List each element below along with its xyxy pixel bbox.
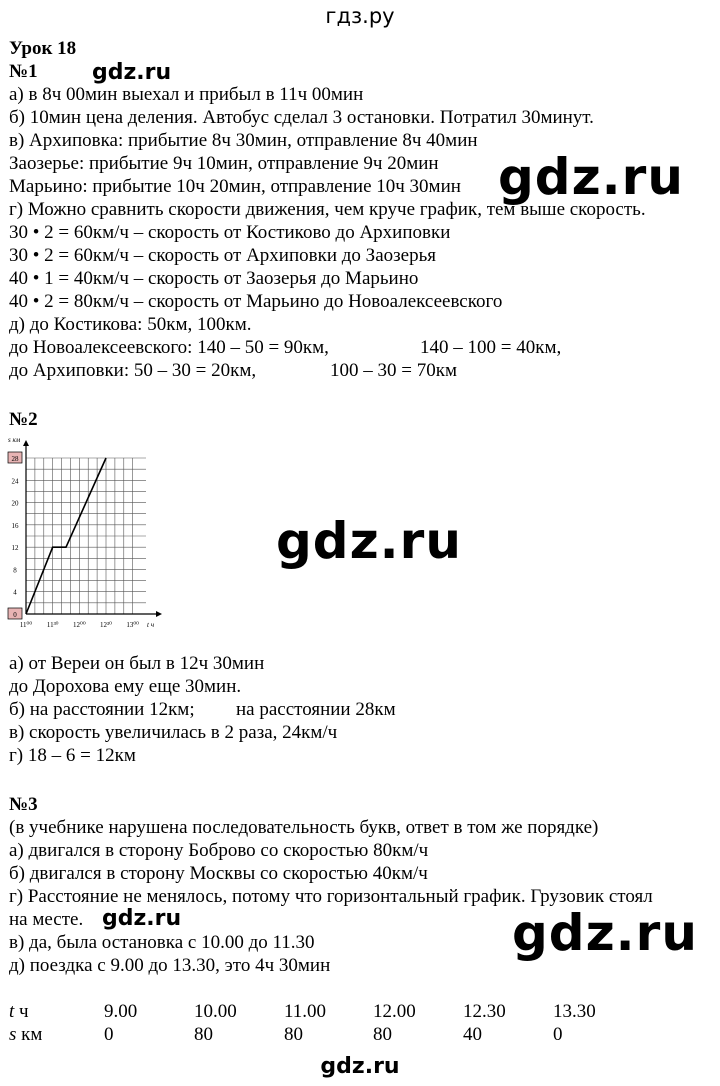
t-value: 10.00	[194, 1001, 237, 1022]
task1-line-zaozerye: Заозерье: прибытие 9ч 10мин, отправление 9ч 20мин	[9, 153, 439, 174]
y-axis-arrow	[23, 440, 29, 446]
task2-number: №2	[9, 409, 38, 430]
task1-line-novoalekseevsky-2: 140 – 100 = 40км,	[420, 337, 562, 358]
task1-line-speed2: 30 • 2 = 60км/ч – скорость от Архиповки до Заозерья	[9, 245, 436, 266]
x-tick-label: 12³⁰	[100, 621, 112, 629]
task2-line-a2: до Дорохова ему еще 30мин.	[9, 676, 242, 697]
y-tick-label: 16	[11, 521, 19, 530]
watermark-footer: gdz.ru	[320, 1054, 400, 1079]
task1-line-speed1: 30 • 2 = 60км/ч – скорость от Костиково до Архиповки	[9, 222, 451, 243]
y-tick-label: 28	[11, 455, 19, 463]
watermark-large-3: gdz.ru	[512, 904, 698, 962]
task1-line-a: а) в 8ч 00мин выехал и прибыл в 11ч 00мин	[9, 84, 364, 105]
task3-line-g2: на месте.	[9, 909, 84, 930]
t-value: 9.00	[104, 1001, 138, 1022]
y-tick-label: 20	[11, 499, 19, 508]
task1-line-arkhipovka-2: 100 – 30 = 70км	[330, 360, 457, 381]
t-value: 11.00	[284, 1001, 327, 1022]
task3-number: №3	[9, 794, 38, 815]
s-unit: км	[21, 1024, 43, 1045]
task1-line-d: д) до Костикова: 50км, 100км.	[9, 314, 252, 335]
task2-line-a1: а) от Вереи он был в 12ч 30мин	[9, 653, 265, 674]
task2-line-v: в) скорость увеличилась в 2 раза, 24км/ч	[9, 722, 338, 743]
task2-line-b2: на расстоянии 28км	[236, 699, 396, 720]
watermark-large-2: gdz.ru	[276, 512, 462, 570]
task1-line-novoalekseevsky: до Новоалексеевского: 140 – 50 = 90км,	[9, 337, 329, 358]
site-header[interactable]: гдз.ру	[325, 4, 395, 28]
task1-line-arkhipovka: до Архиповки: 50 – 30 = 20км,	[9, 360, 257, 381]
t-value: 12.00	[373, 1001, 416, 1022]
x-axis-label: t ч	[147, 621, 155, 629]
task2-line-b1: б) на расстоянии 12км;	[9, 699, 195, 720]
s-variable: s	[9, 1024, 17, 1045]
task3-line-d: д) поездка с 9.00 до 13.30, это 4ч 30мин	[9, 955, 331, 976]
watermark-small-1: gdz.ru	[92, 60, 172, 85]
watermark-small-2: gdz.ru	[102, 906, 182, 931]
task2-line-g: г) 18 – 6 = 12км	[9, 745, 136, 766]
t-variable: t	[9, 1001, 15, 1022]
chart-tick-labels	[8, 452, 139, 629]
y-tick-label: 24	[11, 477, 19, 486]
s-value: 0	[104, 1024, 114, 1045]
s-value: 80	[284, 1024, 303, 1045]
task3-line-g: г) Расстояние не менялось, потому что горизонтальный график. Грузовик стоял	[9, 886, 653, 907]
task3-line-b: б) двигался в сторону Москвы со скоростью 40км/ч	[9, 863, 428, 884]
t-value: 12.30	[463, 1001, 506, 1022]
s-value: 0	[553, 1024, 563, 1045]
s-value: 80	[194, 1024, 213, 1045]
y-tick-label: 4	[13, 588, 17, 597]
x-axis-arrow	[156, 611, 162, 617]
task1-line-b: б) 10мин цена деления. Автобус сделал 3 остановки. Потратил 30минут.	[9, 107, 594, 128]
table-row-s-label	[9, 1023, 42, 1046]
task3-note: (в учебнике нарушена последовательность букв, ответ в том же порядке)	[9, 817, 599, 838]
chart-grid	[26, 458, 146, 614]
watermark-large-1: gdz.ru	[498, 148, 684, 206]
task1-line-v: в) Архиповка: прибытие 8ч 30мин, отправление 8ч 40мин	[9, 130, 478, 151]
t-value: 13.30	[553, 1001, 596, 1022]
task1-line-speed4: 40 • 2 = 80км/ч – скорость от Марьино до Новоалексеевского	[9, 291, 503, 312]
task1-line-speed3: 40 • 1 = 40км/ч – скорость от Заозерья до Марьино	[9, 268, 419, 289]
x-tick-label: 13⁰⁰	[126, 621, 139, 629]
table-row-t-label	[9, 1000, 29, 1023]
task1-line-g: г) Можно сравнить скорости движения, чем круче график, тем выше скорость.	[9, 199, 646, 220]
x-tick-label: 11³⁰	[46, 621, 59, 629]
t-unit: ч	[19, 1001, 29, 1022]
task3-line-a: а) двигался в сторону Боброво со скоростью 80км/ч	[9, 840, 429, 861]
x-tick-label: 12⁰⁰	[73, 621, 86, 629]
task1-number: №1	[9, 61, 38, 82]
lesson-title: Урок 18	[9, 38, 77, 59]
task1-line-maryino: Марьино: прибытие 10ч 20мин, отправление 10ч 30мин	[9, 176, 461, 197]
y-tick-label: 8	[13, 566, 17, 575]
x-tick-label: 11⁰⁰	[19, 621, 33, 629]
task3-line-v: в) да, была остановка с 10.00 до 11.30	[9, 932, 315, 953]
y-tick-label: 12	[11, 544, 19, 553]
s-value: 40	[463, 1024, 482, 1045]
y-tick-label: 0	[13, 611, 17, 619]
distance-time-chart	[6, 432, 166, 632]
s-value: 80	[373, 1024, 392, 1045]
y-axis-label: s км	[8, 436, 21, 444]
